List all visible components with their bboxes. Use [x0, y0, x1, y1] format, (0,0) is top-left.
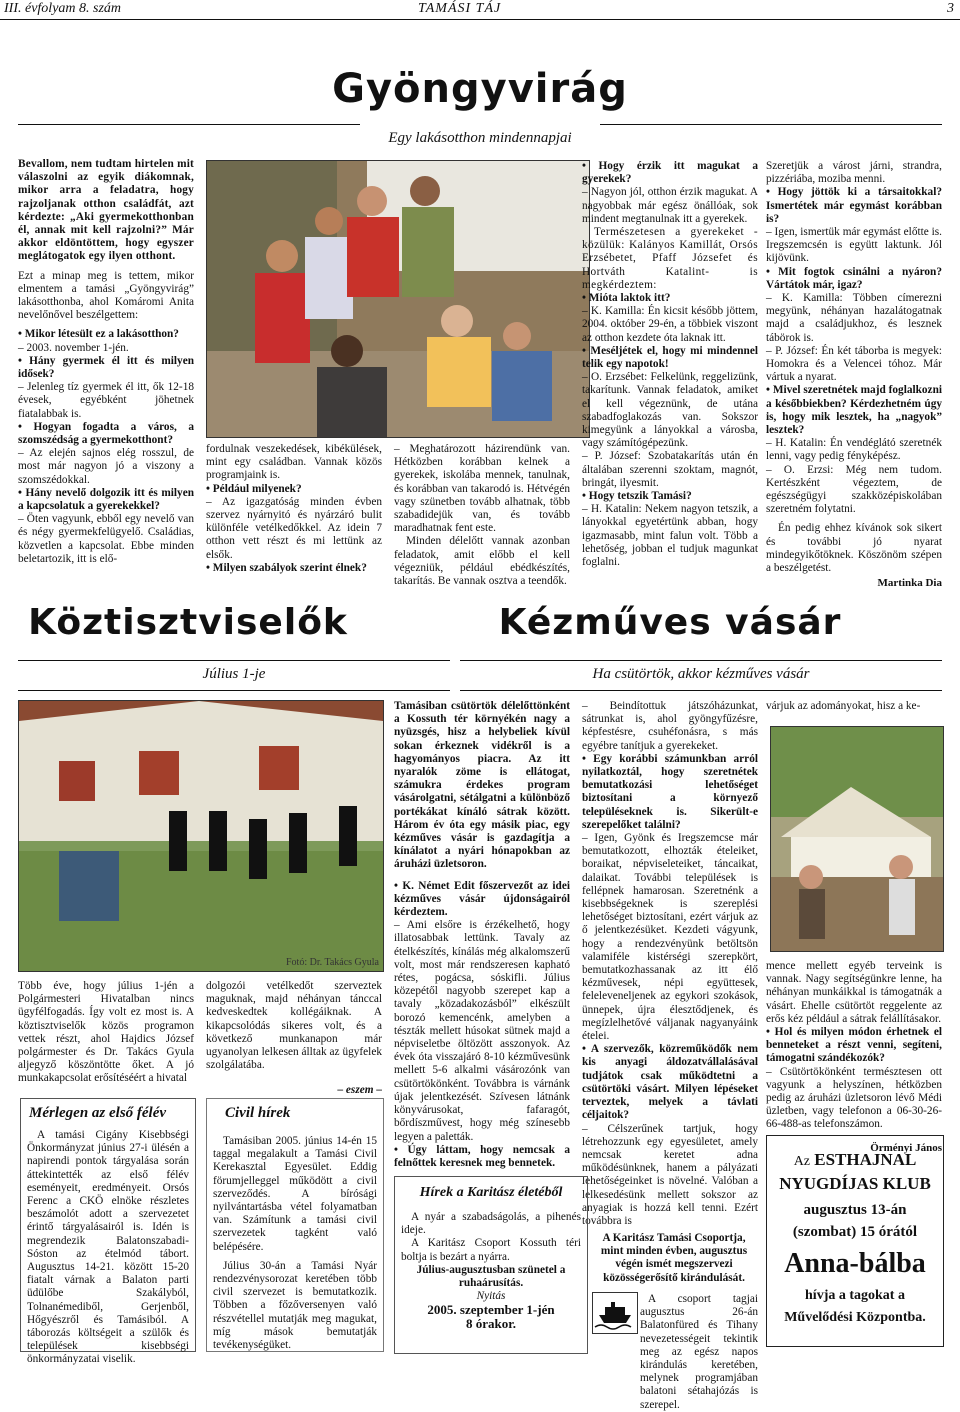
- kezmu-text: mence mellett egyéb terveink is vannak. Nagy segítségünkre lenne, ha néhányan munkáikkal is támogatnák a vásárt. Ehelle csütörtöt reggelente az erős kéz például a sátrak felállításakor.: [766, 960, 942, 1025]
- gyongy-answer: – Öten vagyunk, ebből egy nevelő van és négy gyermekfelügyelő. Családias, közvetlen a kapcsolat. Ebbe minden beletartozik, itt is elő-: [18, 513, 194, 565]
- kozt-title: Köztisztviselők: [28, 602, 348, 643]
- kozt-column-1: [18, 980, 194, 1086]
- civil-box: [206, 1098, 384, 1352]
- gyongy-author: Martinka Dia: [877, 577, 942, 590]
- gyongy-question: • Hogy érzik itt magukat a gyerekek?: [582, 160, 758, 186]
- issue-label: III. évfolyam 8. szám: [4, 1, 122, 16]
- kezmu-column-2: [582, 700, 758, 1228]
- event-date: augusztus 13-án: [803, 1202, 907, 1218]
- gyongy-answer: – P. József: Szobatakarítás után én általában szerenni szoktam, magnót, bringát, ilyesmit.: [582, 450, 758, 489]
- gyongy-paragraph: Ezt a minap meg is tettem, mikor elmentem a tamási „Gyöngyvirág” lakásotthonba, ahol Komáromi Anita nevelőnővel beszélgettem:: [18, 269, 194, 322]
- event-time: (szombat) 15 órától: [792, 1224, 918, 1240]
- kezmu-question: • K. Német Edit főszervezőt az idei kézműves vásár újdonságairól kérdeztem.: [394, 879, 570, 919]
- karitasz-excursion-text: [640, 1293, 758, 1412]
- kezmu-answer: – Csütörtökönként természtesen ott vagyunk a helyszínen, hétközben pedig az áruházi üzletsoron lévő Médi üzletben, vagy telefonon a 06-30-26-66-488-as telefonszámon.: [766, 1065, 942, 1131]
- kezmu-title: Kézműves vásár: [498, 602, 842, 643]
- karitasz-excursion-paragraph: A csoport tagjai augusztus 26-án Balatonfüred és Tihany nevezetességeit tekintik meg az egész napos kirándulás keretében, melynek programjában balatoni sétahajózás is szerepel.: [640, 1293, 758, 1411]
- karitasz-paragraph: A Karitász Csoport Kossuth téri boltja is bezárt a nyárra.: [401, 1237, 581, 1263]
- karitasz-notice: Július-augusztusban szünetel a ruhaárusítás.: [416, 1263, 566, 1290]
- gyongy-answer: – H. Katalin: Nekem nagyon tetszik, a lányokkal egyetértünk abban, hogy igazmasabb, mint falun volt. Több a lehetőség, jobban el tudjuk magunkat foglalni.: [582, 503, 758, 569]
- club-name-line: [767, 1150, 943, 1170]
- gyongy-answer: – K. Kamilla: Többen címerezni megyünk, néhányan hazalátogatnak majd a családjukhoz, és lesznek tábörok is.: [766, 292, 942, 344]
- kezmu-question: • Hol és milyen módon érhetnek el benneteket a részt venni, segíteni, támogatni szándékozók?: [766, 1026, 942, 1065]
- page-number: 3: [947, 1, 954, 16]
- kezmu-question: • Úgy láttam, hogy nemcsak a felnőttek keresnek meg bennetek.: [394, 1143, 570, 1169]
- dancers-photo-illustration: [19, 701, 383, 971]
- gyongy-answer: – Meghatározott házirendünk van. Hétközben korábban kelnek a gyerekek, iskolába mennek, tanulnak, és korábban van takarodó is. Hétvégén vagy szünetben tovább alhatnak, több szabadidejük van, és tovább maradhatnak fent este.: [394, 443, 570, 535]
- merleg-title: Mérlegen az első félév: [29, 1105, 167, 1121]
- karitasz-opening-date: 2005. szeptember 1-jén: [427, 1302, 555, 1318]
- gyongy-answer: – K. Kamilla: Én kicsit később jöttem, 2004. október 29-én, a többiek viszont az otthon kezdete óta laknak itt.: [582, 305, 758, 344]
- gyongy-column-1: [18, 158, 194, 566]
- karitasz-paragraph: A nyár a szabadságolás, a pihenés ideje.: [401, 1211, 581, 1237]
- gyongy-title: Gyöngyvirág: [332, 66, 628, 112]
- boat-icon: [592, 1292, 638, 1334]
- gyongy-intro: Bevallom, nem tudtam hirtelen mit válaszolni az egyik diákomnak, mikor arra a feladatra, hogy rajzoljanak otthon családfát, azt kérdezte: „Aki gyermekotthonban él, annak mit kell rajzolni?” Már akkor eldöntöttem, hogy egyszer meglátogatok egy ilyen otthont.: [18, 158, 194, 263]
- market-photo-illustration: [771, 727, 943, 951]
- civil-title: Civil hírek: [225, 1105, 291, 1121]
- gyongy-answer: – Az elején sajnos elég rosszul, de most már nagyon jó a viszony a szomszédokkal.: [18, 447, 194, 486]
- gyongy-question: • Például milyenek?: [206, 482, 302, 495]
- children-photo-illustration: [207, 161, 589, 437]
- gyongy-answer: – Jelenleg tíz gyermek él itt, ők 12-18 évesek, egyébként jöhetnek fiatalabbak is.: [18, 381, 194, 420]
- karitasz-opening-label: Nyitás: [476, 1290, 506, 1303]
- gyongy-answer: – Nagyon jól, otthon érzik magukat. A nagyobbak már egész önállóak, sok mindent megtanulnak itt a gyerekek.: [582, 186, 758, 225]
- event-venue: Művelődési Központba.: [784, 1310, 926, 1325]
- karitasz-excursion: [590, 1232, 758, 1287]
- kezmu-question: • Egy korábbi számunkban arról nyilatkoztál, hogy szeretnétek bemutatkozási lehetőséget biztosítani a környező településeknek is. Sikerült-e szerepelőket találni?: [582, 752, 758, 831]
- photo-credit: Fotó: Dr. Takács Gyula: [286, 957, 379, 968]
- kozt-paragraph: dolgozói vetélkedőt szerveztek maguknak, majd néhányan tánccal kedveskedtek kollégáiknak. A kikapcsolódás sikeres volt, és a következő munkanapon már ugyanolyan lelkesen álltak az ügyfelek szolgálatába.: [206, 980, 382, 1072]
- kezmu-answer: – Beindítottuk játszóházunkat, sátrunkat is, ahol gyöngyfűzésre, képfestésre, csuhéfonásra, s más egyébre tanítjuk a gyerekeket.: [582, 700, 758, 752]
- kezmu-text: várjuk az adományokat, hisz a ke-: [766, 700, 921, 712]
- newspaper-name: TAMÁSI TÁJ: [418, 1, 502, 16]
- karitasz-box: [394, 1176, 588, 1354]
- gyongy-question: • Hogy tetszik Tamási?: [582, 490, 692, 503]
- gyongy-question: • Hány gyermek él itt és milyen idősek?: [18, 354, 194, 381]
- kozt-rule: [18, 660, 450, 661]
- gyongy-paragraph: Szeretjük a várost járni, strandra, pizzériába, moziba menni.: [766, 160, 942, 186]
- civil-paragraph: Tamásiban 2005. június 14-én 15 taggal megalakult a Tamási Civil Kerekasztal Egyesület. Eddig förumjelleggel működött a civil szerveződés. A bírósági nyilvántartásba vétel folyamatban van. Számítunk a tamási civil szervezetek tagként való belépésére.: [213, 1135, 377, 1253]
- karitasz-title: Hírek a Karitász életéből: [419, 1185, 563, 1200]
- gyongy-answer: – H. Katalin: Én vendéglátó szeretnék lenni, vagy pedig fényképész.: [766, 437, 942, 463]
- dancers-photo: [18, 700, 384, 972]
- kozt-paragraph: Több éve, hogy július 1-jén a Polgármesteri Hivatalban nincs ügyfélfogadás. Így volt ez most is. A köztisztviselők közös programon vettek részt, ahol Hajdics József polgármester és Dr. Takács Gyula aljegyző köszöntötte őket. A jó munkakapcsolat erősítéséért a hivatal: [18, 980, 194, 1085]
- kezmu-question: • A szervezők, közreműködők nem kis anyagi áldozatvállalásával tudjátok csak működtetni a csütörtöki vásárt. Milyen lépéseket terveztek, melyek a távlati céljaitok?: [582, 1043, 758, 1122]
- kezmu-answer: – Igen, Gyönk és Iregszemcse már bemutatkozott, elhozták ételeiket, boraikat, népviseleteiket, táncaikat, dalaikat. További települések is fellépnek hamarosan. Szeretnénk a kisebbségeknek is szereplési lehetőséget biztosítani, ezért várjuk az ő jelentkezésüket. Kezdeti vágyunk, hogy a rendezvényünk betöltsön valamiféle kistérségi szerepkört, bemutatkozhassanak az itt élő kézművesek, népi együttesek, feleleveneljenek az egykori szokások, ünnepek, újra élesztődjenek, és megízlelhetővé váljanak nagyanyáink ételei.: [582, 832, 758, 1043]
- karitasz-text: [401, 1211, 581, 1330]
- kezmu-answer: – Célszerűnek tartjuk, hogy létrehozzunk egy egyesületet, amely nemcsak keretet adna működésünknek, hanem a pályázati lehetőségeinket is növelné. Valóban a lelkesedésünk mellett sokszor az anyagiak is hozzá kell tenni. Ezért továbbra is: [582, 1122, 758, 1227]
- gyongy-subtitle: Egy lakásotthon mindennapjai: [388, 130, 572, 146]
- kozt-subtitle: Július 1-je: [202, 666, 266, 682]
- merleg-box: [20, 1098, 196, 1366]
- kezmu-column-3-bottom: [766, 960, 942, 1155]
- civil-paragraph: Július 30-án a Tamási Nyár rendezvénysorozat keretében több civil szervezet is bemutatkozik. Többen a főzőversenyen való részvétellel mutatják meg magukat, míg mások bemutatják tevékenységüket.: [213, 1259, 377, 1352]
- gyongy-question: • Hány nevelő dolgozik itt és milyen a kapcsolatuk a gyerekekkel?: [18, 486, 194, 513]
- kozt-subtitle-rule: [18, 690, 450, 691]
- kozt-column-2: [206, 980, 382, 1098]
- market-photo: [770, 726, 944, 952]
- kezmu-column-3: [766, 700, 942, 713]
- gyongy-rule-left: [18, 124, 360, 125]
- merleg-text: A tamási Cigány Kisebbségi Önkormányzat június 27-i ülésén a napirendi pontok tárgyalása során áttekintették az első félév eseményeit, eredményeit. Orsós Ferenc a CKÖ elnöke részletes beszámolót adott a szervezetet érintő tárgyalásairól is. Idén is megrendezik Balatonszabadi-Sóston az ételmód tábort. Augusztus 14-21. között 15-20 fiatalt várnak a Balaton parti üdülőbe Szakályból, Tolnanémediből, Gerjenből, Hőgyészről és Tamásiból. A táborozás költségeit a szülők és települések kisebbségi önkormányzatai viselik.: [27, 1129, 189, 1366]
- gyongy-question: • Mikor létesült ez a lakásotthon?: [18, 328, 179, 341]
- gyongy-paragraph: fordulnak veszekedések, kibékülések, mint egy családban. Vannak közös programjaink is.: [206, 443, 382, 482]
- kezmu-author: Örményi János: [870, 1141, 942, 1154]
- civil-text: [213, 1135, 377, 1358]
- gyongy-question: • Milyen szabályok szerint élnek?: [206, 561, 367, 574]
- children-group-photo: [206, 160, 590, 438]
- gyongy-answer: – Az igazgatóság minden évben szervez nyárnyitó és nyárzáró bulit különféle vetélkedőkkel. Az idein 7 otthon vett részt és mi lettünk az elsők.: [206, 495, 382, 561]
- gyongy-answer: – O. Erzsi: Még nem tudom. Kertészként végeztem, de egészségügyi szakközépiskolában szeretném folytatni.: [766, 463, 942, 516]
- gyongy-column-4: [582, 160, 758, 569]
- event-invite: hívja a tagokat a: [805, 1288, 905, 1303]
- gyongy-column-5: [766, 160, 942, 591]
- gyongy-closing: Én pedig ehhez kívánok sok sikert és további jó nyarat mindegyikőtöknek. Köszönöm szépen a beszélgetést.: [766, 522, 942, 575]
- kezmu-lead: Tamásiban csütörtök délelőttönként a Kossuth tér környékén nagy a nyüzsgés, hisz a helybeliek kívül sokan érkeznek vidékről is a hagyományos piacra. Az itt nyaralók zöme is ellátogat, számukra érdekes program vásárolgatni, sétálgatni a különböző portékákat kínáló sátrak között. Három év óta egy másik piac, egy kézműves vásár is gazdagítja a kínálatot a nyári hónapokban az áruházi üzletsoron.: [394, 700, 570, 871]
- gyongy-paragraph: Minden délelőtt vannak azonban feladatok, amit előbb el kell végezniük, például ebédkészítés, takarítás. Be vannak osztva a teendők.: [394, 535, 570, 588]
- gyongy-answer: – P. József: Én két táborba is megyek: Homokra és a Velencei tóhoz. Már vártuk a nyarat.: [766, 344, 942, 384]
- kezmu-rule: [460, 660, 942, 661]
- gyongy-paragraph: Természetesen a gyerekeket -közülük: Kalányos Kamillát, Orsós Erzsébetet, Pfaff Józsefet és Hortváth Katalint- is megkérdeztem:: [582, 226, 758, 291]
- gyongy-answer: – Igen, ismertük már egymást előtte is. Iregszemcsén is együtt laktunk. Jól kijövünk.: [766, 226, 942, 265]
- header-rule: [0, 19, 960, 20]
- gyongy-question: • Hogyan fogadta a város, a szomszédság a gyermekotthont?: [18, 420, 194, 447]
- gyongy-question: • Meséljétek el, hogy mi mindennel telik egy napotok!: [582, 344, 758, 371]
- gyongy-question: • Hogy jöttök ki a társaitokkal? Ismertétek már egymást korábban is?: [766, 186, 942, 225]
- karitasz-excursion-lead: A Karitász Tamási Csoportja, mint minden évben, augusztus végén ismét megszervezi közösségerősítő kirándulását.: [600, 1232, 748, 1284]
- boat-icon-graphic: [593, 1293, 637, 1333]
- kezmu-answer: – Ami elsőre is érzékelhető, hogy illatosabbak lettünk. Tavaly az ételkészítés, kínálás még alkalomszerű volt, most már rendszeresen kapható rétes, pogácsa, sóskifli. Július közepétől nagyobb szerepet kap a tavaly „közadakozásból” elkészült borozó kemencénk, amelyben a tészták mellett húsokat sütnek majd a népviseletbe öltözött asszonyok. Az évek óta visszajáró 8-10 kézművesünk mellett 5-6 alkalmi vásározónk van csütörtökönként. Továbbra is várnánk újak jelentkezését. Szívesen látnánk könyvárusokat, fafaragót, bőrdíszművest, hogy még színesebb legyen a paletták.: [394, 919, 570, 1143]
- kezmu-subtitle-rule: [460, 690, 942, 691]
- gyongy-question: • Mit fogtok csinálni a nyáron? Vártátok már, igaz?: [766, 265, 942, 291]
- gyongy-question: • Mióta laktok itt?: [582, 292, 671, 305]
- gyongy-column-2: [206, 443, 382, 575]
- kezmu-subtitle: Ha csütörtök, akkor kézműves vásár: [592, 666, 810, 682]
- kozt-author: – eszem –: [337, 1084, 382, 1097]
- club-name: ESTHAJNAL: [814, 1150, 917, 1169]
- club-type: NYUGDÍJAS KLUB: [779, 1174, 931, 1193]
- gyongy-answer: – O. Erzsébet: Felkelünk, reggelizünk, takarítunk. Vannak feladatok, amiket el kell végeznünk, de utána szabadfoglakozás van. Sokszor kimegyünk a lányokkal a városba, vagy számítógépezünk.: [582, 371, 758, 450]
- gyongy-question: • Mivel szeretnétek majd foglalkozni a későbbiekben? Kérdezhetném úgy is, hogy mik lesztek, ha „nagyok” lesztek?: [766, 384, 942, 437]
- gyongy-answer: – 2003. november 1-jén.: [18, 341, 129, 354]
- kezmu-column-1: [394, 700, 570, 1170]
- page-header: [0, 0, 960, 20]
- gyongy-rule-right: [600, 124, 942, 125]
- pensioner-club-box: [766, 1135, 944, 1347]
- karitasz-opening-time: 8 órakor.: [465, 1315, 517, 1331]
- club-prefix: Az: [793, 1154, 811, 1169]
- gyongy-column-3: [394, 443, 570, 588]
- event-name: Anna-bálba: [784, 1248, 926, 1279]
